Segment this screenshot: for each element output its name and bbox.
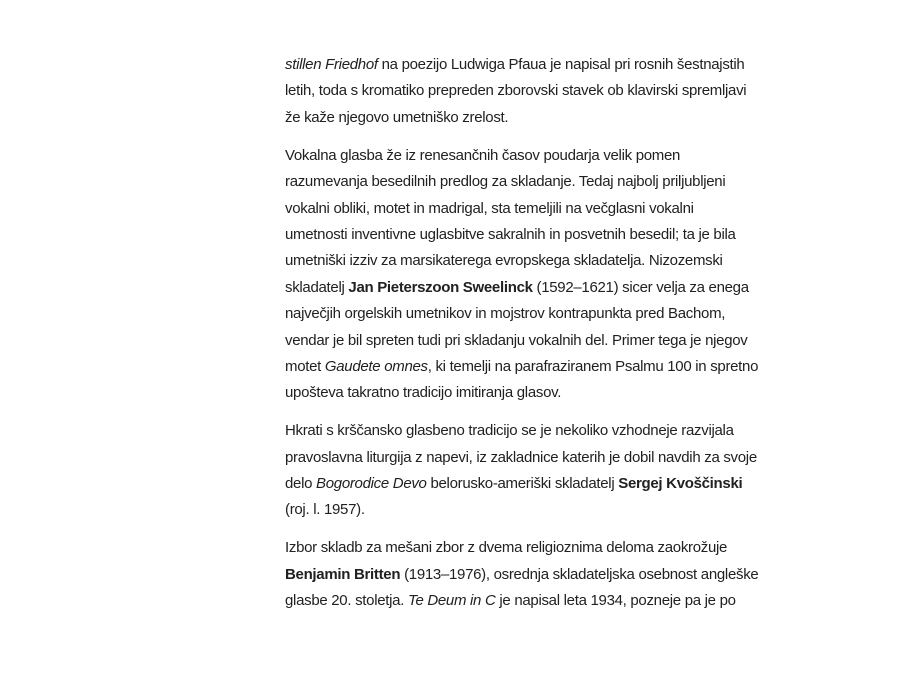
text-line	[285, 301, 767, 327]
text-line	[285, 354, 767, 380]
body-text: pravoslavna liturgija z napevi, iz zakladnice katerih je dobil navdih za svoje	[285, 448, 757, 466]
body-text: belorusko-ameriški skladatelj	[426, 475, 619, 493]
body-text: na poezijo Ludwiga Pfaua je napisal pri rosnih šestnajstih	[377, 56, 745, 73]
text-line	[285, 222, 767, 248]
body-text: skladatelj	[285, 278, 349, 296]
body-text: umetniški izziv za marsikaterega evropskega skladatelja. Nizozemski	[285, 252, 723, 270]
paragraph-4	[285, 535, 767, 614]
text-line	[285, 248, 767, 274]
body-text: (1913–1976), osrednja skladateljska osebnost angleške	[400, 565, 759, 583]
text-line	[285, 562, 767, 588]
body-text: letih, toda s kromatiko prepreden zborovski stavek ob klavirski spremljavi	[285, 82, 747, 100]
bold-text: Benjamin Britten	[285, 565, 401, 583]
text-line	[285, 78, 767, 104]
body-text: vokalni obliki, motet in madrigal, sta temeljili na večglasni vokalni	[285, 199, 694, 217]
italic-text: Te Deum in C	[407, 592, 496, 610]
paragraph-3	[285, 418, 767, 524]
text-line	[285, 471, 767, 497]
italic-text: stillen Friedhof	[285, 56, 378, 73]
text-line	[285, 52, 767, 78]
body-text: motet	[285, 357, 325, 375]
italic-text: Bogorodice Devo	[316, 475, 427, 493]
body-text: glasbe 20. stoletja.	[285, 592, 408, 610]
text-line	[285, 445, 767, 471]
body-text: (roj. l. 1957).	[285, 501, 365, 519]
text-line	[285, 143, 767, 169]
text-line	[285, 588, 767, 614]
body-text: (1592–1621) sicer velja za enega	[532, 278, 749, 296]
body-text: razumevanja besedilnih predlog za skladanje. Tedaj najbolj priljubljeni	[285, 173, 726, 191]
text-line	[285, 535, 767, 561]
bold-text: Jan Pieterszoon Sweelinck	[348, 278, 533, 296]
paragraph-2	[285, 143, 767, 407]
body-text: delo	[285, 475, 317, 493]
body-text: največjih orgelskih umetnikov in mojstrov kontrapunkta pred Bachom,	[285, 305, 726, 323]
body-text: , ki temelji na parafraziranem Psalmu 100 in spretno	[427, 357, 759, 375]
body-text: je napisal leta 1934, pozneje pa je po	[495, 592, 736, 610]
text-line	[285, 418, 767, 444]
text-line	[285, 275, 767, 301]
bold-text: Sergej Kvoščinski	[618, 475, 743, 493]
body-text: umetnosti inventivne uglasbitve sakralnih in posvetnih besedil; ta je bila	[285, 225, 736, 243]
body-text: Hkrati s krščansko glasbeno tradicijo se je nekoliko vzhodneje razvijala	[285, 422, 734, 440]
text-line	[285, 196, 767, 222]
body-text: že kaže njegovo umetniško zrelost.	[285, 108, 509, 126]
body-text: vendar je bil spreten tudi pri skladanju vokalnih del. Primer tega je njegov	[285, 331, 748, 349]
text-line	[285, 105, 767, 131]
body-text: upošteva takratno tradicijo imitiranja glasov.	[285, 384, 562, 402]
italic-text: Gaudete omnes	[324, 357, 428, 375]
paragraph-1	[285, 52, 767, 131]
body-text: Izbor skladb za mešani zbor z dvema religioznima deloma zaokrožuje	[285, 539, 728, 557]
text-line	[285, 380, 767, 406]
text-line	[285, 328, 767, 354]
text-line	[285, 497, 767, 523]
text-column	[285, 52, 767, 615]
text-line	[285, 169, 767, 195]
body-text: Vokalna glasba že iz renesančnih časov poudarja velik pomen	[285, 146, 681, 164]
